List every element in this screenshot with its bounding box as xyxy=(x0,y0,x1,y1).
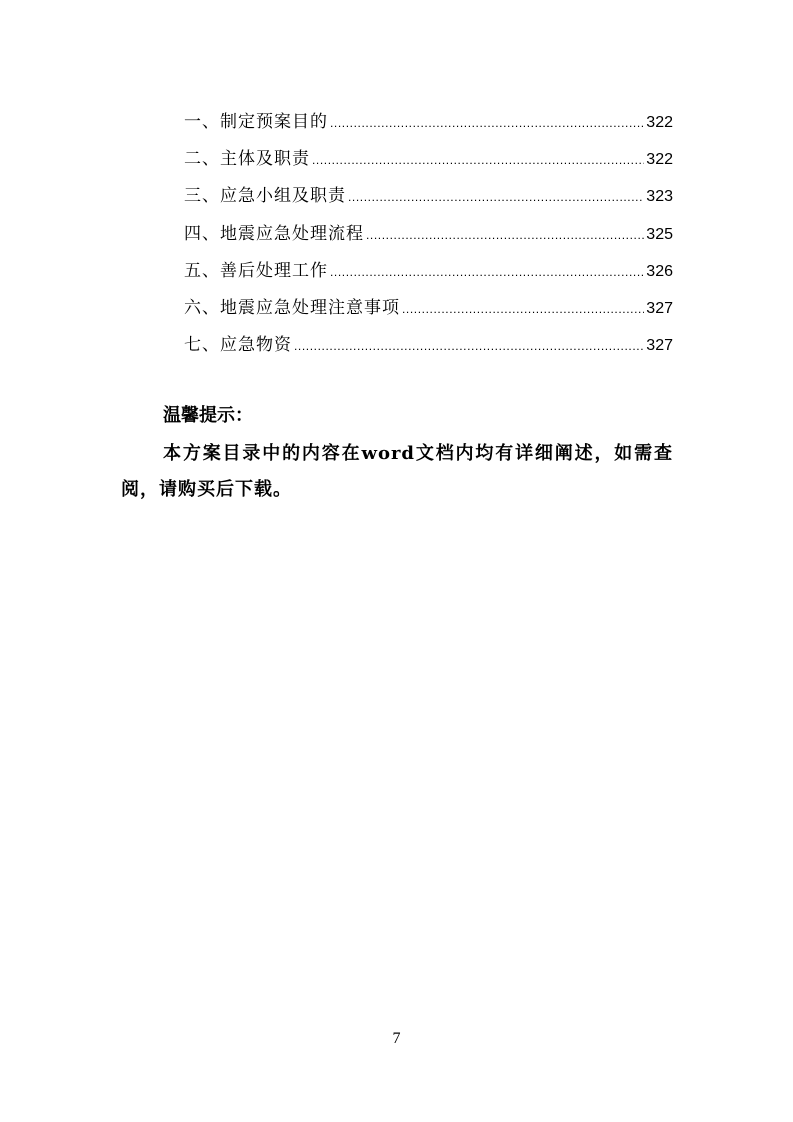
toc-entry-title: 一、制定预案目的 xyxy=(184,112,328,132)
toc-entry[interactable] xyxy=(184,253,673,290)
toc-entry[interactable] xyxy=(184,216,673,253)
toc-entry-page: 325 xyxy=(646,225,673,243)
toc-entry-title: 七、应急物资 xyxy=(184,335,292,356)
tips-body-text: 本方案目录中的内容在word文档内均有详细阐述，如需查阅，请购买后下载。 xyxy=(121,443,673,500)
toc-entry[interactable] xyxy=(184,104,673,141)
toc-entry-page: 322 xyxy=(646,151,673,169)
toc-dot-leader xyxy=(402,291,644,328)
toc-entry-page: 322 xyxy=(646,114,673,131)
toc-entry-title: 三、应急小组及职责 xyxy=(184,186,346,207)
toc-entry-title: 四、地震应急处理流程 xyxy=(184,223,364,244)
toc-dot-leader xyxy=(330,105,644,142)
toc-entry[interactable] xyxy=(184,178,673,215)
toc-dot-leader xyxy=(294,328,644,365)
table-of-contents xyxy=(184,104,673,364)
toc-entry-title: 六、地震应急处理注意事项 xyxy=(184,297,400,318)
page-number: 7 xyxy=(392,1030,401,1047)
toc-entry-title: 五、善后处理工作 xyxy=(184,260,328,281)
toc-dot-leader xyxy=(348,179,644,216)
toc-entry-page: 327 xyxy=(646,299,673,317)
toc-entry-page: 326 xyxy=(646,262,673,280)
toc-entry[interactable] xyxy=(184,327,673,364)
toc-dot-leader xyxy=(366,217,644,254)
tips-heading: 温馨提示： xyxy=(163,405,253,426)
toc-dot-leader xyxy=(330,254,644,291)
toc-entry-title: 二、主体及职责 xyxy=(184,149,310,170)
toc-entry[interactable] xyxy=(184,290,673,327)
toc-entry-page: 323 xyxy=(646,188,673,206)
toc-entry[interactable] xyxy=(184,141,673,178)
toc-entry-page: 327 xyxy=(646,337,673,355)
toc-dot-leader xyxy=(312,142,644,179)
